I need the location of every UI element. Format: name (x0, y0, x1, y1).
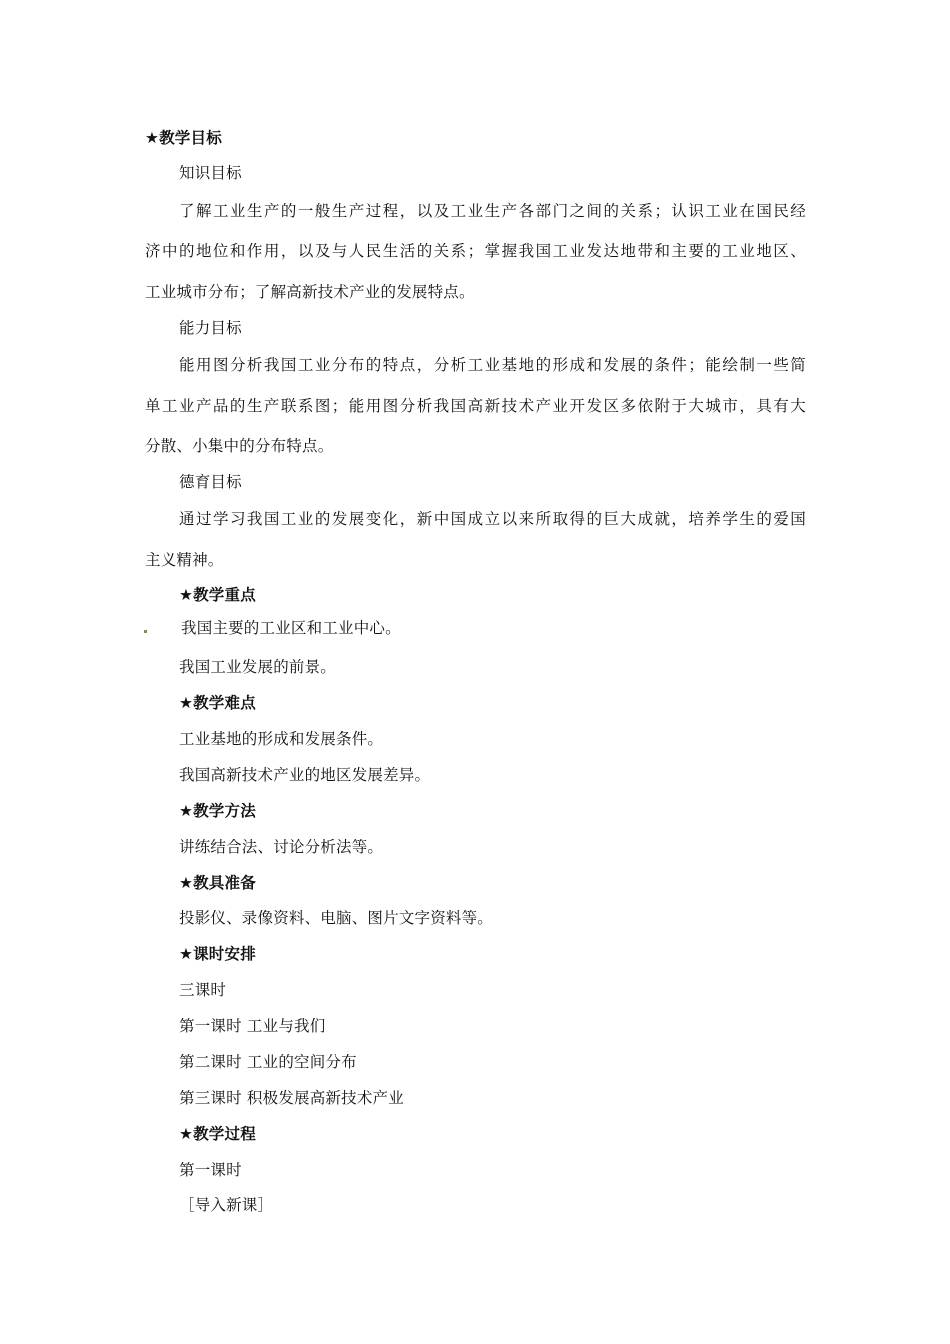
key-points-heading: ★教学重点 (179, 586, 256, 604)
moral-goal-title: 德育目标 (179, 473, 242, 491)
schedule-item-1: 第一课时 工业与我们 (179, 1017, 326, 1035)
knowledge-goal-line-2: 济中的地位和作用，以及与人民生活的关系；掌握我国工业发达地带和主要的工业地区、 (145, 242, 806, 260)
difficult-point-item-1: 工业基地的形成和发展条件。 (179, 730, 384, 748)
key-point-item-1: 我国主要的工业区和工业中心。 (181, 619, 401, 637)
teaching-process-item-2: ［导入新课］ (179, 1196, 274, 1214)
difficult-points-heading: ★教学难点 (179, 694, 256, 712)
moral-goal-line-1: 通过学习我国工业的发展变化，新中国成立以来所取得的巨大成就，培养学生的爱国 (179, 510, 806, 528)
schedule-item-3: 第三课时 积极发展高新技术产业 (179, 1089, 404, 1107)
knowledge-goal-line-1: 了解工业生产的一般生产过程，以及工业生产各部门之间的关系；认识工业在国民经 (179, 202, 806, 220)
knowledge-goal-line-3: 工业城市分布；了解高新技术产业的发展特点。 (145, 283, 475, 301)
schedule-item-2: 第二课时 工业的空间分布 (179, 1053, 357, 1071)
teaching-tools-item: 投影仪、录像资料、电脑、图片文字资料等。 (179, 909, 494, 927)
ability-goal-line-1: 能用图分析我国工业分布的特点，分析工业基地的形成和发展的条件；能绘制一些简 (179, 356, 806, 374)
knowledge-goal-title: 知识目标 (179, 164, 242, 182)
teaching-goals-heading: ★教学目标 (145, 129, 222, 147)
difficult-point-item-2: 我国高新技术产业的地区发展差异。 (179, 766, 431, 784)
schedule-heading: ★课时安排 (179, 945, 256, 963)
teaching-tools-heading: ★教具准备 (179, 874, 256, 892)
teaching-method-item: 讲练结合法、讨论分析法等。 (179, 838, 384, 856)
ability-goal-line-3: 分散、小集中的分布特点。 (145, 437, 334, 455)
margin-mark (144, 630, 147, 633)
key-point-item-2: 我国工业发展的前景。 (179, 658, 337, 676)
ability-goal-title: 能力目标 (179, 319, 242, 337)
teaching-method-heading: ★教学方法 (179, 802, 256, 820)
ability-goal-line-2: 单工业产品的生产联系图；能用图分析我国高新技术产业开发区多依附于大城市，具有大 (145, 397, 806, 415)
teaching-process-heading: ★教学过程 (179, 1125, 256, 1143)
moral-goal-line-2: 主义精神。 (145, 551, 224, 569)
schedule-total: 三课时 (179, 981, 227, 999)
teaching-process-item-1: 第一课时 (179, 1161, 242, 1179)
